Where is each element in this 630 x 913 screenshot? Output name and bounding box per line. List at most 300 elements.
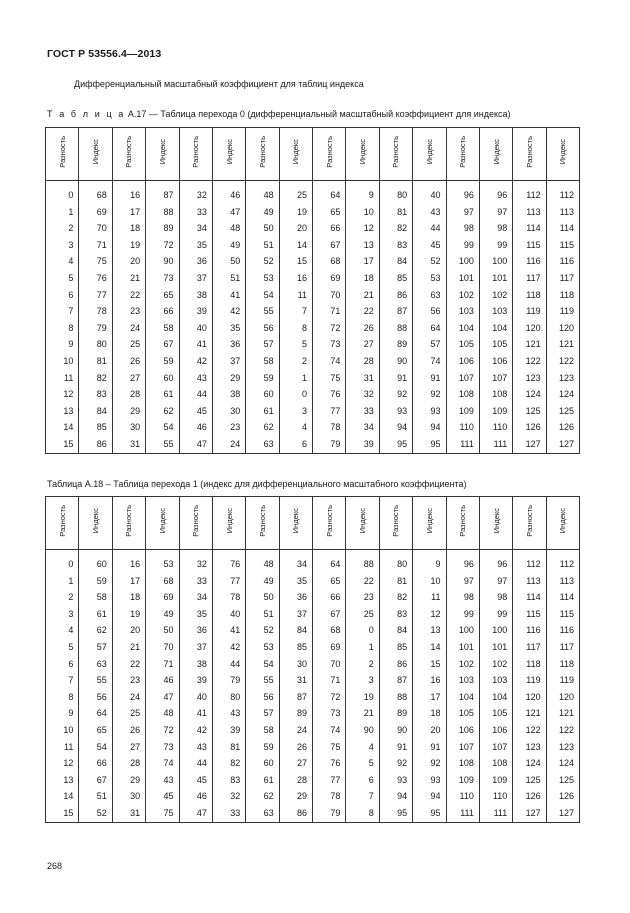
column-header <box>513 497 546 550</box>
column-header <box>479 497 512 550</box>
table-cell: 40 <box>212 606 245 623</box>
table-cell: 20 <box>112 253 145 270</box>
table-cell: 58 <box>79 589 112 606</box>
table-cell: 17 <box>346 253 379 270</box>
table-cell: 46 <box>179 419 212 436</box>
table-cell: 105 <box>446 336 479 353</box>
table-cell: 92 <box>379 386 412 403</box>
table-cell: 57 <box>413 336 446 353</box>
table-row <box>46 187 580 204</box>
table-cell: 73 <box>146 270 179 287</box>
table-cell: 115 <box>513 606 546 623</box>
table-cell: 75 <box>313 370 346 387</box>
table-cell: 37 <box>212 353 245 370</box>
table-cell: 32 <box>179 187 212 204</box>
table-cell: 27 <box>346 336 379 353</box>
table-cell: 89 <box>279 705 312 722</box>
table-cell: 111 <box>479 436 512 453</box>
column-header <box>313 497 346 550</box>
table-cell: 70 <box>313 656 346 673</box>
table-cell: 90 <box>146 253 179 270</box>
table-cell: 10 <box>413 573 446 590</box>
table-cell: 14 <box>279 237 312 254</box>
column-header <box>246 497 279 550</box>
table-cell: 46 <box>146 672 179 689</box>
table-row <box>46 772 580 789</box>
table-cell: 124 <box>546 386 579 403</box>
table-cell: 97 <box>446 204 479 221</box>
column-header <box>546 128 579 181</box>
table-cell: 117 <box>546 639 579 656</box>
table-cell: 12 <box>46 386 79 403</box>
table-cell: 87 <box>146 187 179 204</box>
table-cell: 29 <box>212 370 245 387</box>
table-cell: 95 <box>413 805 446 822</box>
table-cell: 93 <box>379 403 412 420</box>
table-cell: 15 <box>279 253 312 270</box>
table-cell: 3 <box>279 403 312 420</box>
table-cell: 84 <box>379 622 412 639</box>
table-cell: 61 <box>246 403 279 420</box>
table-cell: 68 <box>313 253 346 270</box>
table-cell: 99 <box>479 606 512 623</box>
table-cell: 3 <box>46 606 79 623</box>
table-cell: 39 <box>212 722 245 739</box>
table-cell: 112 <box>513 187 546 204</box>
table-cell: 91 <box>413 370 446 387</box>
table-cell: 33 <box>179 204 212 221</box>
column-header-label: Индекс <box>157 138 167 165</box>
table-cell: 14 <box>46 419 79 436</box>
column-header <box>46 128 79 181</box>
table-cell: 97 <box>479 204 512 221</box>
table-cell: 6 <box>279 436 312 453</box>
table-cell: 0 <box>346 622 379 639</box>
table-cell: 27 <box>112 739 145 756</box>
table-cell: 22 <box>112 656 145 673</box>
table-cell: 6 <box>46 656 79 673</box>
table-cell: 62 <box>246 419 279 436</box>
table-cell: 78 <box>79 303 112 320</box>
table-cell: 125 <box>546 772 579 789</box>
table-cell: 24 <box>112 320 145 337</box>
table-cell: 15 <box>46 436 79 453</box>
column-header <box>279 128 312 181</box>
table-cell: 76 <box>313 386 346 403</box>
table-cell: 100 <box>446 622 479 639</box>
table-cell: 77 <box>79 287 112 304</box>
table-cell: 1 <box>346 639 379 656</box>
table-row <box>46 403 580 420</box>
table-cell: 49 <box>212 237 245 254</box>
table-cell: 16 <box>112 187 145 204</box>
column-header-label: Индекс <box>424 138 434 165</box>
table-cell: 7 <box>46 672 79 689</box>
table-cell: 118 <box>546 656 579 673</box>
table-cell: 20 <box>413 722 446 739</box>
table-cell: 35 <box>279 573 312 590</box>
table-cell: 112 <box>546 187 579 204</box>
table-cell: 39 <box>179 672 212 689</box>
table-cell: 66 <box>313 589 346 606</box>
table-cell: 84 <box>279 622 312 639</box>
column-header <box>79 128 112 181</box>
table-cell: 33 <box>212 805 245 822</box>
table-cell: 77 <box>313 403 346 420</box>
column-header-label: Разность <box>524 135 534 168</box>
table-cell: 85 <box>279 639 312 656</box>
table-cell: 109 <box>479 772 512 789</box>
table-cell: 91 <box>413 739 446 756</box>
table-cell: 98 <box>446 220 479 237</box>
table-cell: 57 <box>79 639 112 656</box>
table-cell: 37 <box>179 639 212 656</box>
table-cell: 21 <box>112 639 145 656</box>
table-cell: 43 <box>212 705 245 722</box>
table-cell: 80 <box>379 556 412 573</box>
table-cell: 100 <box>479 622 512 639</box>
table-cell: 69 <box>146 589 179 606</box>
table-cell: 40 <box>179 320 212 337</box>
table-cell: 27 <box>279 755 312 772</box>
table-cell: 109 <box>446 403 479 420</box>
table-cell: 71 <box>79 237 112 254</box>
table-cell: 86 <box>379 287 412 304</box>
table-row <box>46 622 580 639</box>
column-header <box>112 128 145 181</box>
table-cell: 110 <box>479 419 512 436</box>
table-cell: 103 <box>479 672 512 689</box>
table-cell: 30 <box>112 419 145 436</box>
table-cell: 118 <box>546 287 579 304</box>
column-header <box>313 128 346 181</box>
column-header-label: Индекс <box>91 138 101 165</box>
table-cell: 53 <box>246 270 279 287</box>
column-header <box>112 497 145 550</box>
table-row <box>46 672 580 689</box>
table-cell: 46 <box>179 788 212 805</box>
table-cell: 41 <box>179 336 212 353</box>
column-header-label: Разность <box>458 504 468 537</box>
table-cell: 20 <box>279 220 312 237</box>
table-cell: 25 <box>346 606 379 623</box>
table-cell: 82 <box>379 220 412 237</box>
transition-table-1 <box>45 496 580 823</box>
table-cell: 60 <box>79 556 112 573</box>
column-header-label: Индекс <box>558 138 568 165</box>
table-cell: 22 <box>346 573 379 590</box>
column-header <box>379 497 412 550</box>
table-cell: 50 <box>246 220 279 237</box>
table-row <box>46 656 580 673</box>
table-cell: 0 <box>46 187 79 204</box>
table-cell: 58 <box>246 353 279 370</box>
table-cell: 9 <box>46 336 79 353</box>
table-cell: 108 <box>446 386 479 403</box>
table-cell: 115 <box>546 237 579 254</box>
table-cell: 55 <box>79 672 112 689</box>
table-cell: 113 <box>513 204 546 221</box>
table-cell: 102 <box>446 287 479 304</box>
table-cell: 90 <box>379 722 412 739</box>
table-row <box>46 606 580 623</box>
table-cell: 34 <box>179 220 212 237</box>
table-cell: 2 <box>279 353 312 370</box>
table-cell: 107 <box>446 370 479 387</box>
table-cell: 36 <box>212 336 245 353</box>
table-cell: 39 <box>179 303 212 320</box>
table-cell: 94 <box>413 419 446 436</box>
table-cell: 102 <box>446 656 479 673</box>
table-cell: 0 <box>46 556 79 573</box>
table-cell: 26 <box>112 353 145 370</box>
table-cell: 99 <box>446 606 479 623</box>
table-cell: 79 <box>313 436 346 453</box>
column-header <box>179 497 212 550</box>
table-cell: 59 <box>246 370 279 387</box>
column-header <box>246 128 279 181</box>
table-cell: 96 <box>446 187 479 204</box>
table-cell: 58 <box>146 320 179 337</box>
table-cell: 62 <box>79 622 112 639</box>
table-cell: 79 <box>79 320 112 337</box>
table-cell: 72 <box>146 722 179 739</box>
table-cell: 122 <box>546 353 579 370</box>
table-cell: 38 <box>179 656 212 673</box>
table-cell: 127 <box>513 805 546 822</box>
table-row <box>46 386 580 403</box>
table-cell: 42 <box>179 353 212 370</box>
table-cell: 49 <box>246 573 279 590</box>
table-cell: 56 <box>246 689 279 706</box>
table-cell: 59 <box>146 353 179 370</box>
column-header-label: Разность <box>57 504 67 537</box>
table-cell: 57 <box>246 705 279 722</box>
table-cell: 110 <box>446 788 479 805</box>
table-cell: 11 <box>413 589 446 606</box>
table-cell: 89 <box>146 220 179 237</box>
table-cell: 105 <box>446 705 479 722</box>
table-cell: 35 <box>179 606 212 623</box>
table-cell: 30 <box>212 403 245 420</box>
table-cell: 98 <box>479 220 512 237</box>
table-cell: 122 <box>546 722 579 739</box>
column-header-label: Разность <box>324 504 334 537</box>
table-cell: 64 <box>79 705 112 722</box>
table-cell: 38 <box>212 386 245 403</box>
table-cell: 64 <box>413 320 446 337</box>
table-cell: 119 <box>546 303 579 320</box>
column-header-label: Индекс <box>224 138 234 165</box>
table-cell: 17 <box>413 689 446 706</box>
table-cell: 56 <box>246 320 279 337</box>
table-cell: 35 <box>179 237 212 254</box>
table-cell: 23 <box>212 419 245 436</box>
table-cell: 45 <box>146 788 179 805</box>
table-cell: 4 <box>46 253 79 270</box>
table-cell: 61 <box>79 606 112 623</box>
table-cell: 126 <box>546 419 579 436</box>
table-cell: 110 <box>479 788 512 805</box>
table-cell: 8 <box>279 320 312 337</box>
table-cell: 36 <box>179 253 212 270</box>
table-row <box>46 370 580 387</box>
table-cell: 28 <box>112 755 145 772</box>
column-header-label: Индекс <box>358 138 368 165</box>
table-cell: 91 <box>379 739 412 756</box>
table-cell: 77 <box>313 772 346 789</box>
table-cell: 123 <box>546 739 579 756</box>
table-cell: 114 <box>546 220 579 237</box>
table-cell: 127 <box>513 436 546 453</box>
table-cell: 95 <box>379 805 412 822</box>
table1-caption <box>47 109 511 119</box>
table-cell: 86 <box>279 805 312 822</box>
table-cell: 43 <box>146 772 179 789</box>
table-cell: 2 <box>46 589 79 606</box>
table-cell: 118 <box>513 656 546 673</box>
table-cell: 43 <box>413 204 446 221</box>
table-cell: 44 <box>179 755 212 772</box>
table-cell: 74 <box>313 353 346 370</box>
table-cell: 15 <box>413 656 446 673</box>
table-cell: 116 <box>513 253 546 270</box>
table-cell: 75 <box>146 805 179 822</box>
table-cell: 90 <box>379 353 412 370</box>
table-cell: 14 <box>46 788 79 805</box>
table-cell: 80 <box>79 336 112 353</box>
table-cell: 17 <box>112 573 145 590</box>
column-header-label: Индекс <box>424 507 434 534</box>
table-cell: 117 <box>513 270 546 287</box>
table-cell: 102 <box>479 656 512 673</box>
table-cell: 16 <box>413 672 446 689</box>
column-header-label: Разность <box>391 504 401 537</box>
table-cell: 90 <box>346 722 379 739</box>
table-cell: 114 <box>513 220 546 237</box>
table-row <box>46 253 580 270</box>
table-cell: 38 <box>179 287 212 304</box>
table-cell: 54 <box>246 287 279 304</box>
table-cell: 78 <box>212 589 245 606</box>
table-cell: 122 <box>513 353 546 370</box>
table-cell: 36 <box>279 589 312 606</box>
column-header-label: Индекс <box>91 507 101 534</box>
table-cell: 9 <box>46 705 79 722</box>
table-cell: 113 <box>546 204 579 221</box>
table-cell: 126 <box>546 788 579 805</box>
table-cell: 48 <box>246 187 279 204</box>
table-cell: 81 <box>379 573 412 590</box>
table-cell: 47 <box>212 204 245 221</box>
table-row <box>46 237 580 254</box>
table-cell: 7 <box>346 788 379 805</box>
column-header-label: Индекс <box>491 507 501 534</box>
column-header <box>212 128 245 181</box>
column-header-label: Разность <box>324 135 334 168</box>
table-cell: 53 <box>246 639 279 656</box>
column-header-label: Разность <box>191 504 201 537</box>
table-cell: 109 <box>479 403 512 420</box>
table-row <box>46 353 580 370</box>
table-cell: 51 <box>246 606 279 623</box>
table-cell: 31 <box>112 805 145 822</box>
table-cell: 108 <box>446 755 479 772</box>
table-cell: 31 <box>346 370 379 387</box>
table-cell: 18 <box>112 220 145 237</box>
column-header <box>413 128 446 181</box>
table-cell: 69 <box>313 270 346 287</box>
table-cell: 28 <box>112 386 145 403</box>
table-cell: 45 <box>179 403 212 420</box>
table-cell: 58 <box>246 722 279 739</box>
table-cell: 12 <box>413 606 446 623</box>
table-row <box>46 788 580 805</box>
table-cell: 32 <box>346 386 379 403</box>
table1-caption-prefix: Т а б л и ц а <box>47 109 126 119</box>
table-cell: 24 <box>212 436 245 453</box>
table-cell: 79 <box>212 672 245 689</box>
table2-caption: Таблица А.18 – Таблица перехода 1 (индекс для дифференциального масштабного коэффициента) <box>47 479 467 489</box>
table-cell: 42 <box>212 303 245 320</box>
table-cell: 2 <box>46 220 79 237</box>
table-cell: 112 <box>513 556 546 573</box>
table-cell: 127 <box>546 805 579 822</box>
column-header-label: Индекс <box>291 138 301 165</box>
table-row <box>46 556 580 573</box>
table-cell: 81 <box>79 353 112 370</box>
table-cell: 43 <box>179 370 212 387</box>
table-cell: 57 <box>246 336 279 353</box>
document-header: ГОСТ Р 53556.4—2013 <box>47 48 162 60</box>
table-cell: 19 <box>112 237 145 254</box>
column-header-label: Индекс <box>291 507 301 534</box>
table-cell: 109 <box>446 772 479 789</box>
table-cell: 75 <box>313 739 346 756</box>
table-cell: 43 <box>179 739 212 756</box>
table-cell: 40 <box>413 187 446 204</box>
table-cell: 53 <box>413 270 446 287</box>
table-cell: 70 <box>146 639 179 656</box>
column-header <box>79 497 112 550</box>
section-subtitle: Дифференциальный масштабный коэффициент для таблиц индекса <box>74 79 364 89</box>
table-cell: 88 <box>379 689 412 706</box>
table-cell: 94 <box>413 788 446 805</box>
table-cell: 113 <box>546 573 579 590</box>
column-header-label: Разность <box>124 504 134 537</box>
table-cell: 22 <box>346 303 379 320</box>
table-cell: 84 <box>79 403 112 420</box>
table-cell: 26 <box>346 320 379 337</box>
table-cell: 125 <box>513 403 546 420</box>
table-cell: 111 <box>479 805 512 822</box>
table-cell: 69 <box>313 639 346 656</box>
table-cell: 14 <box>413 639 446 656</box>
table-cell: 48 <box>146 705 179 722</box>
table-cell: 101 <box>446 270 479 287</box>
table-cell: 93 <box>413 772 446 789</box>
table-cell: 125 <box>546 403 579 420</box>
table-cell: 21 <box>346 287 379 304</box>
column-header <box>179 128 212 181</box>
table-cell: 74 <box>146 755 179 772</box>
table-cell: 49 <box>146 606 179 623</box>
table-cell: 13 <box>46 403 79 420</box>
table-cell: 29 <box>279 788 312 805</box>
table-cell: 20 <box>112 622 145 639</box>
table-cell: 91 <box>379 370 412 387</box>
table-cell: 48 <box>212 220 245 237</box>
